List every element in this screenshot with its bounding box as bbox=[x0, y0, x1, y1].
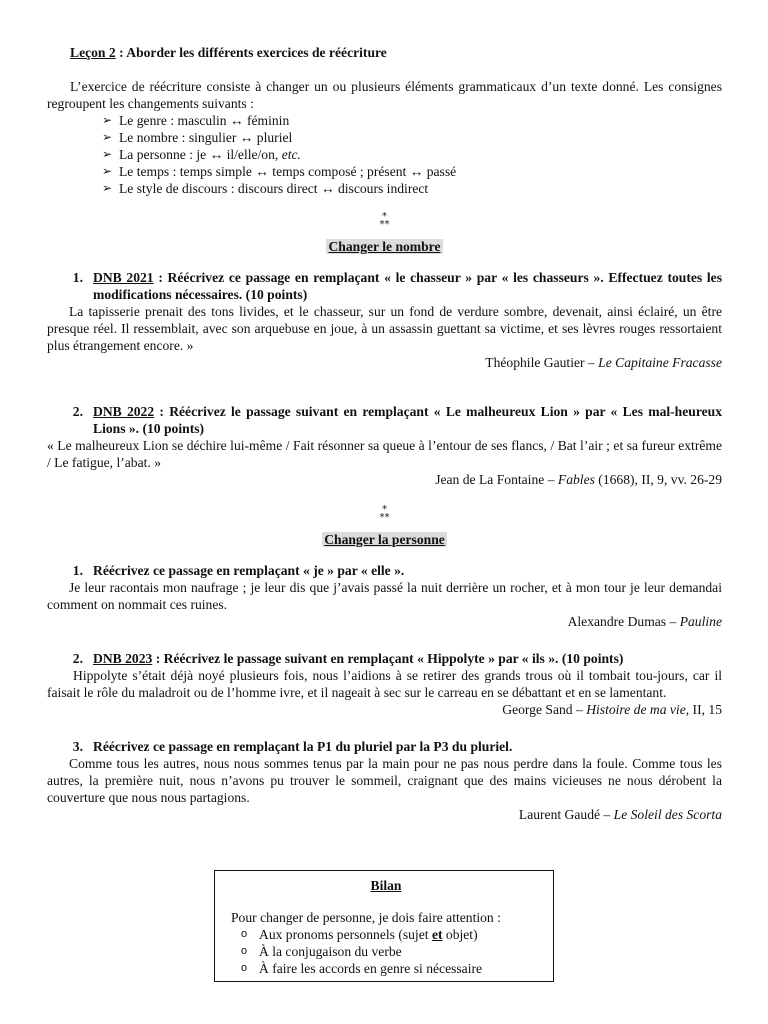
change-item-genre: ➢ Le genre : masculin ↔ féminin bbox=[102, 112, 722, 129]
bilan-list bbox=[231, 926, 541, 977]
bilan-item-accords: o À faire les accords en genre si nécessaire bbox=[241, 960, 541, 977]
star-bottom-pair bbox=[47, 514, 722, 522]
section-separator-stars bbox=[47, 506, 722, 522]
exercise-nombre-2 bbox=[47, 403, 722, 488]
exercise-number: 1. bbox=[72, 270, 83, 285]
instruction-text: Réécrivez ce passage en remplaçant la P1 du pluriel par la P3 du pluriel. bbox=[93, 739, 513, 754]
bilan-item-pronoms-pre: Aux pronoms personnels (sujet bbox=[259, 927, 432, 942]
lesson-number: Leçon 2 bbox=[70, 45, 116, 60]
source-work: Le Capitaine Fracasse bbox=[598, 355, 722, 370]
bilan-item-conjugaison: o À la conjugaison du verbe bbox=[241, 943, 541, 960]
star-bottom-left: * bbox=[379, 512, 385, 523]
exam-label: DNB 2021 bbox=[93, 270, 154, 285]
source-work: Histoire de ma vie bbox=[586, 702, 686, 717]
source-work: Pauline bbox=[679, 614, 722, 629]
exercise-instruction bbox=[47, 650, 722, 667]
star-bottom-left: * bbox=[379, 219, 385, 230]
exercise-number: 3. bbox=[72, 739, 83, 754]
exercise-number: 1. bbox=[72, 563, 83, 578]
exercise-instruction bbox=[47, 269, 722, 303]
change-item-personne-text: La personne : je ↔ il/elle/on, bbox=[119, 147, 282, 162]
bilan-title: Bilan bbox=[370, 878, 402, 893]
passage-text: Comme tous les autres, nous nous sommes tenus par la main pour ne pas nous perdre dans la foule. Comme tous les autres, la première nuit, nous n’avons pu trouver le sommeil, craignant que des mains vicieuses ne nous dérobent la couverture que nous nous partagions. bbox=[47, 756, 722, 805]
exercise-instruction bbox=[47, 562, 722, 579]
exercise-personne-1 bbox=[47, 562, 722, 630]
bilan-box bbox=[214, 870, 554, 982]
source-author: Théophile Gautier – bbox=[485, 355, 599, 370]
passage-source bbox=[47, 613, 722, 630]
source-work: Fables bbox=[557, 472, 595, 487]
lesson-title-text: : Aborder les différents exercices de réécriture bbox=[115, 45, 387, 60]
passage-text: La tapisserie prenait des tons livides, et le chasseur, sur un fond de verdure sombre, devenait, ainsi éclairé, un être presque réel. Il ressemblait, avec son arquebuse en joue, à un assassin guettant sa victime, et ses lèvres rouges ressortaient plus étrangement encore. » bbox=[47, 304, 722, 353]
exercise-nombre-1 bbox=[47, 269, 722, 371]
lesson-title bbox=[70, 44, 722, 61]
star-top: * bbox=[382, 504, 387, 515]
lesson-intro: L’exercice de réécriture consiste à changer un ou plusieurs éléments grammaticaux d’un texte donné. Les consignes regroupent les changements suivants : bbox=[47, 79, 722, 111]
passage-source bbox=[47, 471, 722, 488]
source-ref: , II, 15 bbox=[685, 702, 722, 717]
change-item-temps: ➢ Le temps : temps simple ↔ temps composé ; présent ↔ passé bbox=[102, 163, 722, 180]
passage-source bbox=[47, 806, 722, 823]
source-author: George Sand – bbox=[502, 702, 587, 717]
section-title-nombre-text: Changer le nombre bbox=[328, 239, 441, 254]
bilan-item-pronoms bbox=[241, 926, 541, 943]
section-title-personne bbox=[47, 531, 722, 548]
change-item-personne bbox=[102, 146, 722, 163]
exercise-number: 2. bbox=[72, 404, 83, 419]
passage-text: Je leur racontais mon naufrage ; je leur dis que j’avais passé la nuit derrière un rocher, et à mon tour je leur demandai comment on nommait ces ruines. bbox=[47, 580, 722, 612]
source-ref: (1668), II, 9, vv. 26-29 bbox=[594, 472, 722, 487]
instruction-text: : Réécrivez le passage suivant en remplaçant « Hippolyte » par « ils ». (10 points) bbox=[152, 651, 624, 666]
section-title-nombre bbox=[47, 238, 722, 255]
star-bottom-right: * bbox=[384, 219, 390, 230]
bilan-item-pronoms-et: et bbox=[431, 927, 443, 942]
passage-text: Hippolyte s’était déjà noyé plusieurs fois, nous l’aidions à se retirer des grands trous où il tombait tou-jours, car il faisait le rôle du maladroit ou de l’homme ivre, et il nageait à sec sur le carreau en se débattant et en se lamentant. bbox=[47, 668, 722, 700]
source-author: Alexandre Dumas – bbox=[567, 614, 680, 629]
bilan-intro: Pour changer de personne, je dois faire attention : bbox=[231, 910, 501, 925]
instruction-text: Réécrivez ce passage en remplaçant « je » par « elle ». bbox=[93, 563, 405, 578]
exercise-instruction bbox=[47, 403, 722, 437]
exercise-instruction bbox=[47, 738, 722, 755]
document-page bbox=[47, 44, 722, 823]
exercise-number: 2. bbox=[72, 651, 83, 666]
exam-label: DNB 2022 bbox=[93, 404, 155, 419]
passage-source bbox=[47, 701, 722, 718]
source-author: Jean de La Fontaine – bbox=[435, 472, 558, 487]
source-author: Laurent Gaudé – bbox=[518, 807, 614, 822]
instruction-text: : Réécrivez le passage suivant en remplaçant « Le malheureux Lion » par « Les mal-heureux Lions ». (10 points) bbox=[93, 404, 722, 436]
passage-source bbox=[47, 354, 722, 371]
section-title-personne-text: Changer la personne bbox=[324, 532, 445, 547]
star-top: * bbox=[382, 211, 387, 222]
exercise-personne-3 bbox=[47, 738, 722, 823]
instruction-text: : Réécrivez ce passage en remplaçant « le chasseur » par « les chasseurs ». Effectuez toutes les modifications nécessaires. (10 points) bbox=[93, 270, 722, 302]
exercise-instruction-text bbox=[93, 403, 722, 437]
changes-list bbox=[47, 112, 722, 197]
exercise-personne-2 bbox=[47, 650, 722, 718]
exercise-instruction-text bbox=[93, 650, 722, 667]
source-work: Le Soleil des Scorta bbox=[613, 807, 722, 822]
change-item-etc: etc. bbox=[281, 147, 301, 162]
exercise-instruction-text bbox=[93, 269, 722, 303]
bilan-item-pronoms-post: objet) bbox=[442, 927, 478, 942]
section-separator-stars bbox=[47, 213, 722, 229]
change-item-discours: ➢ Le style de discours : discours direct ↔ discours indirect bbox=[102, 180, 722, 197]
change-item-nombre: ➢ Le nombre : singulier ↔ pluriel bbox=[102, 129, 722, 146]
passage-text: « Le malheureux Lion se déchire lui-même / Fait résonner sa queue à l’entour de ses flancs, / Bat l’air ; et sa fureur extrême / Le fatigue, l’abat. » bbox=[47, 438, 722, 470]
star-bottom-pair bbox=[47, 221, 722, 229]
star-bottom-right: * bbox=[384, 512, 390, 523]
exam-label: DNB 2023 bbox=[93, 651, 153, 666]
